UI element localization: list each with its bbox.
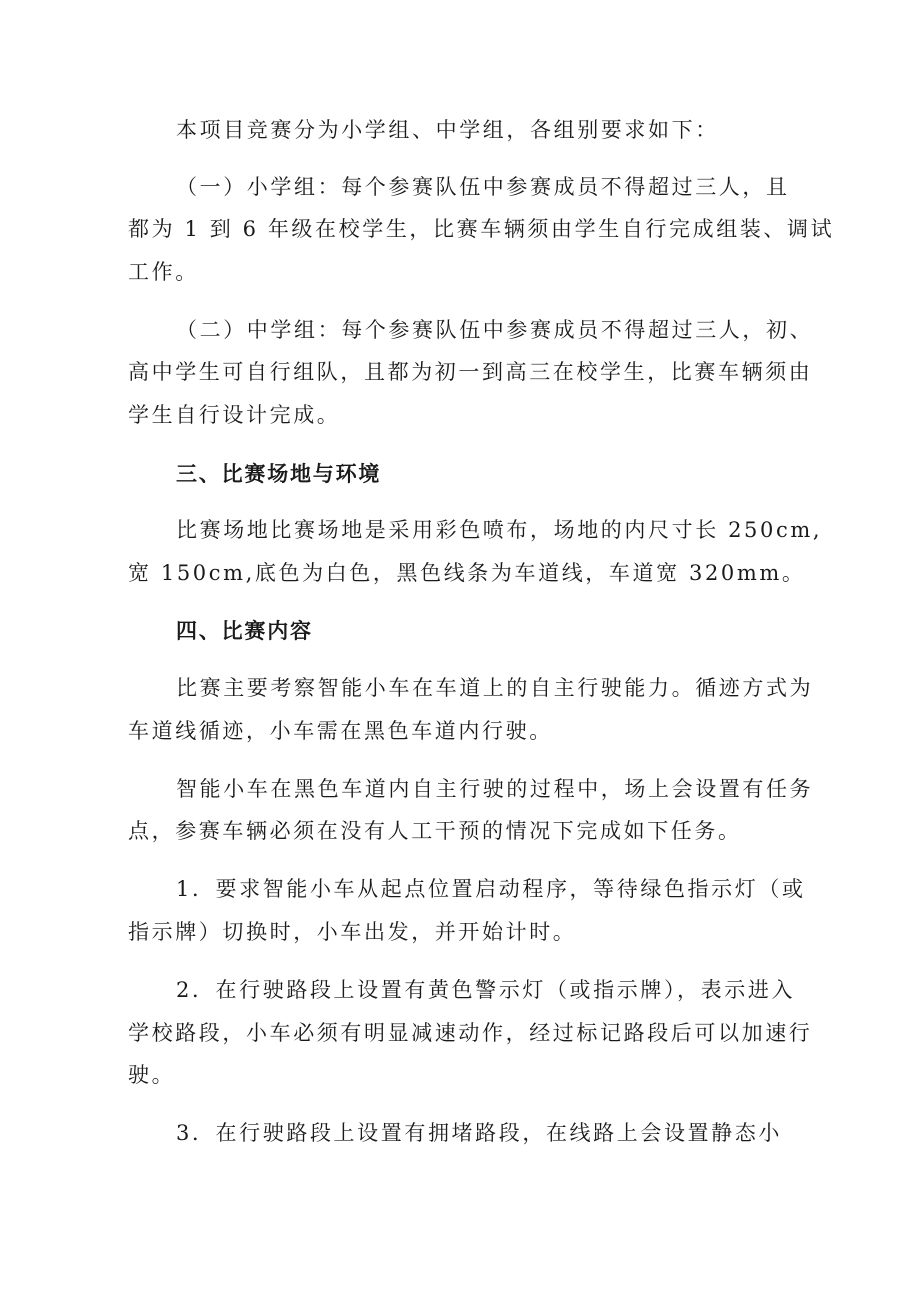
secondary-group-line-1: （二）中学组：每个参赛队伍中参赛成员不得超过三人，初、 bbox=[176, 318, 814, 342]
intro-paragraph: 本项目竞赛分为小学组、中学组，各组别要求如下： bbox=[176, 118, 719, 142]
task-1-line-1: 1．要求智能小车从起点位置启动程序，等待绿色指示灯（或 bbox=[176, 877, 806, 901]
task-intro-line-1: 智能小车在黑色车道内自主行驶的过程中，场上会设置有任务 bbox=[176, 777, 814, 801]
primary-group-line-1: （一）小学组：每个参赛队伍中参赛成员不得超过三人，且 bbox=[176, 175, 790, 199]
primary-group-line-2: 都为 1 到 6 年级在校学生，比赛车辆须由学生自行完成组装、调试 bbox=[128, 217, 835, 241]
task-2-line-1: 2．在行驶路段上设置有黄色警示灯（或指示牌），表示进入 bbox=[176, 978, 796, 1002]
section-heading-venue: 三、比赛场地与环境 bbox=[176, 462, 382, 486]
primary-group-line-3: 工作。 bbox=[128, 260, 199, 284]
secondary-group-line-2: 高中学生可自行组队，且都为初一到高三在校学生，比赛车辆须由 bbox=[128, 360, 813, 384]
venue-line-1: 比赛场地比赛场地是采用彩色喷布，场地的内尺寸长 250cm, bbox=[176, 518, 823, 542]
content-line-1: 比赛主要考察智能小车在车道上的自主行驶能力。循迹方式为 bbox=[176, 676, 814, 700]
venue-line-2: 宽 150cm,底色为白色，黑色线条为车道线，车道宽 320mm。 bbox=[128, 561, 806, 585]
task-2-line-3: 驶。 bbox=[128, 1063, 176, 1087]
task-1-line-2: 指示牌）切换时，小车出发，并开始计时。 bbox=[128, 920, 577, 944]
task-3-line-1: 3．在行驶路段上设置有拥堵路段，在线路上会设置静态小 bbox=[176, 1121, 782, 1145]
content-line-2: 车道线循迹，小车需在黑色车道内行驶。 bbox=[128, 719, 553, 743]
secondary-group-line-3: 学生自行设计完成。 bbox=[128, 403, 341, 427]
task-2-line-2: 学校路段，小车必须有明显减速动作，经过标记路段后可以加速行 bbox=[128, 1021, 813, 1045]
section-heading-content: 四、比赛内容 bbox=[176, 619, 313, 643]
task-intro-line-2: 点，参赛车辆必须在没有人工干预的情况下完成如下任务。 bbox=[128, 819, 742, 843]
